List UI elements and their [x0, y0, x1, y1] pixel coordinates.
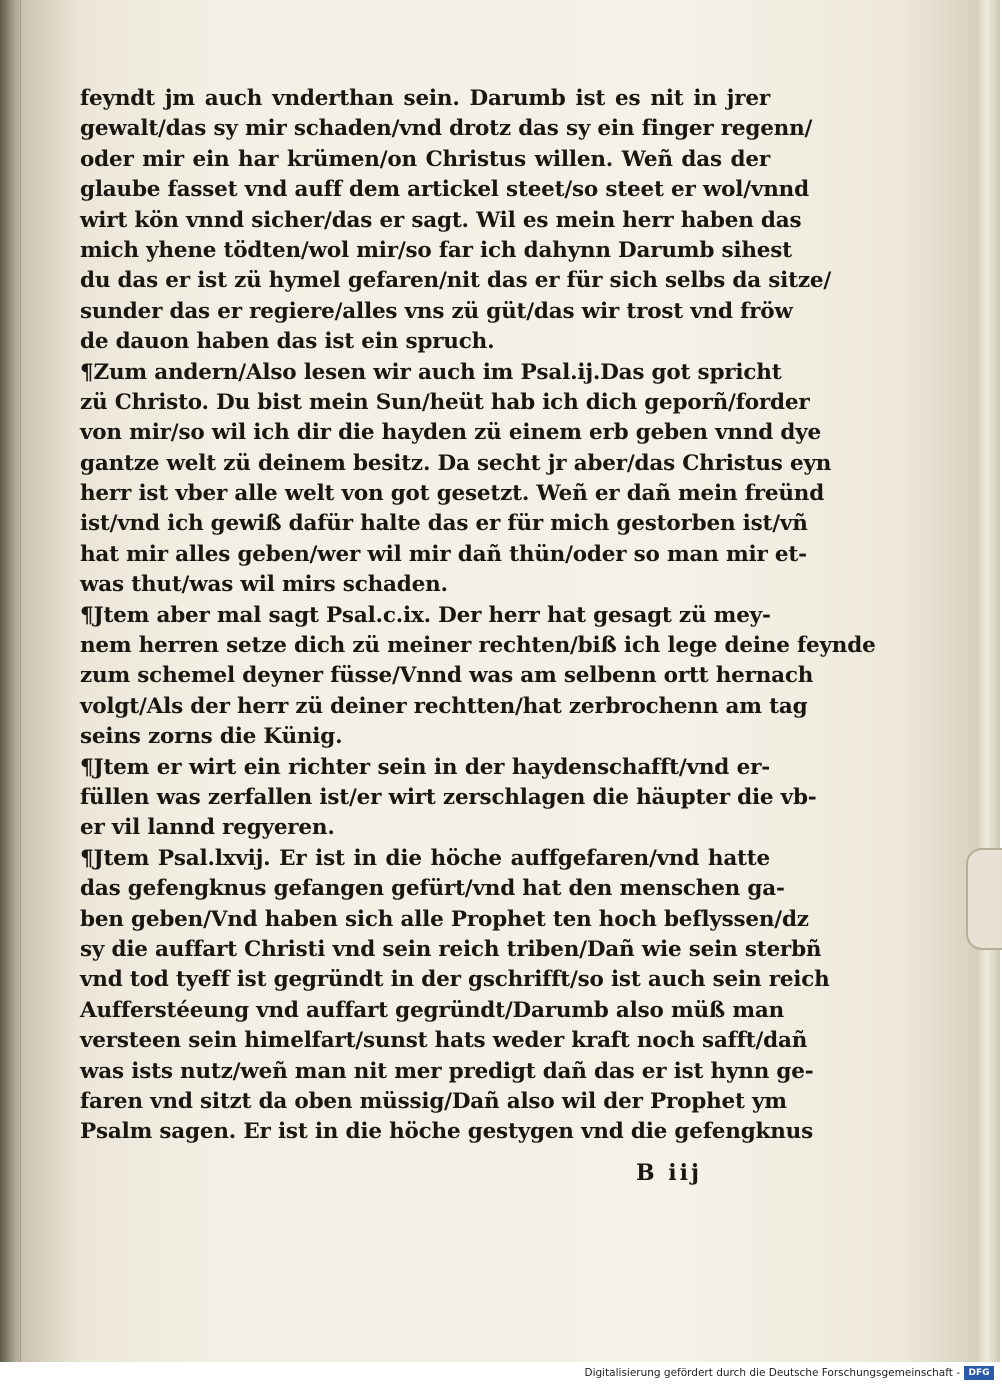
text-line: zum schemel deyner füsse/Vnnd was am selbenn ortt hernach — [80, 663, 814, 689]
text-line: ¶Jtem er wirt ein richter sein in der haydenschafft/vnd er- — [80, 754, 770, 780]
text-line: feyndt jm auch vnderthan sein. Darumb ist es nit in jrer — [80, 86, 770, 111]
footer-bar — [0, 1362, 1000, 1386]
text-line: de dauon haben das ist ein spruch. — [80, 329, 495, 355]
dfg-logo-icon: DFG — [964, 1366, 994, 1380]
text-line: ¶Jtem Psal.lxvij. Er ist in die höche auffgefaren/vnd hatte — [80, 845, 770, 871]
text-line: Psalm sagen. Er ist in die höche gestygen vnd die gefengknus — [80, 1119, 813, 1145]
text-line: Aufferstéeung vnd auffart gegründt/Darumb also müß man — [80, 997, 785, 1023]
text-line: zü Christo. Du bist mein Sun/heüt hab ich dich geporñ/forder — [80, 389, 810, 415]
text-line: von mir/so wil ich dir die hayden zü einem erb geben vnnd dye — [80, 420, 822, 446]
text-line: volgt/Als der herr zü deiner rechtten/hat zerbrochenn am tag — [80, 693, 808, 719]
text-line: gantze welt zü deinem besitz. Da secht jr aber/das Christus eyn — [80, 450, 832, 476]
text-line: was thut/was wil mirs schaden. — [80, 572, 448, 598]
text-line: mich yhene tödten/wol mir/so far ich dahynn Darumb sihest — [80, 237, 792, 263]
text-line: ben geben/Vnd haben sich alle Prophet ten hoch beflyssen/dz — [80, 906, 809, 932]
text-line: füllen was zerfallen ist/er wirt zerschlagen die häupter die vb- — [80, 784, 817, 810]
text-line: versteen sein himelfart/sunst hats weder kraft noch safft/dañ — [80, 1028, 808, 1054]
text-line: er vil lannd regyeren. — [80, 815, 335, 841]
text-line: ¶Zum andern/Also lesen wir auch im Psal.ij.Das got spricht — [80, 359, 782, 385]
funding-credit: Digitalisierung gefördert durch die Deutsche Forschungsgemeinschaft - — [584, 1367, 960, 1379]
text-line: du das er ist zü hymel gefaren/nit das er für sich selbs da sitze/ — [80, 268, 831, 294]
page-fore-edge — [978, 0, 1000, 1362]
page-edge-tab — [966, 848, 1002, 950]
signature-mark: B iij — [636, 1160, 702, 1186]
text-line: herr ist vber alle welt von got gesetzt. Weñ er dañ mein freünd — [80, 481, 825, 507]
text-line: vnd tod tyeff ist gegründt in der gschrifft/so ist auch sein reich — [80, 967, 830, 993]
text-line: gewalt/das sy mir schaden/vnd drotz das sy ein finger regenn/ — [80, 116, 813, 142]
text-line: faren vnd sitzt da oben müssig/Dañ also wil der Prophet ym — [80, 1088, 787, 1114]
text-line: was ists nutz/weñ man nit mer predigt dañ das er ist hynn ge- — [80, 1058, 814, 1084]
text-line: hat mir alles geben/wer wil mir dañ thün/oder so man mir et- — [80, 541, 807, 567]
text-line: nem herren setze dich zü meiner rechten/biß ich lege deine feynde — [80, 633, 876, 659]
text-line: ist/vnd ich gewiß dafür halte das er für mich gestorben ist/vñ — [80, 511, 808, 537]
text-line: seins zorns die Künig. — [80, 724, 343, 750]
text-line: glaube fasset vnd auff dem artickel steet/so steet er wol/vnnd — [80, 177, 809, 203]
text-line: ¶Jtem aber mal sagt Psal.c.ix. Der herr hat gesagt zü mey- — [80, 602, 771, 628]
text-line: das gefengknus gefangen gefürt/vnd hat den menschen ga- — [80, 876, 785, 902]
text-line: wirt kön vnnd sicher/das er sagt. Wil es mein herr haben das — [80, 207, 802, 233]
text-line: oder mir ein har krümen/on Christus willen. Weñ das der — [80, 146, 770, 172]
page-text-block — [80, 84, 876, 1148]
text-line: sy die auffart Christi vnd sein reich triben/Dañ wie sein sterbñ — [80, 936, 822, 962]
text-line: sunder das er regiere/alles vns zü güt/das wir trost vnd fröw — [80, 298, 793, 324]
